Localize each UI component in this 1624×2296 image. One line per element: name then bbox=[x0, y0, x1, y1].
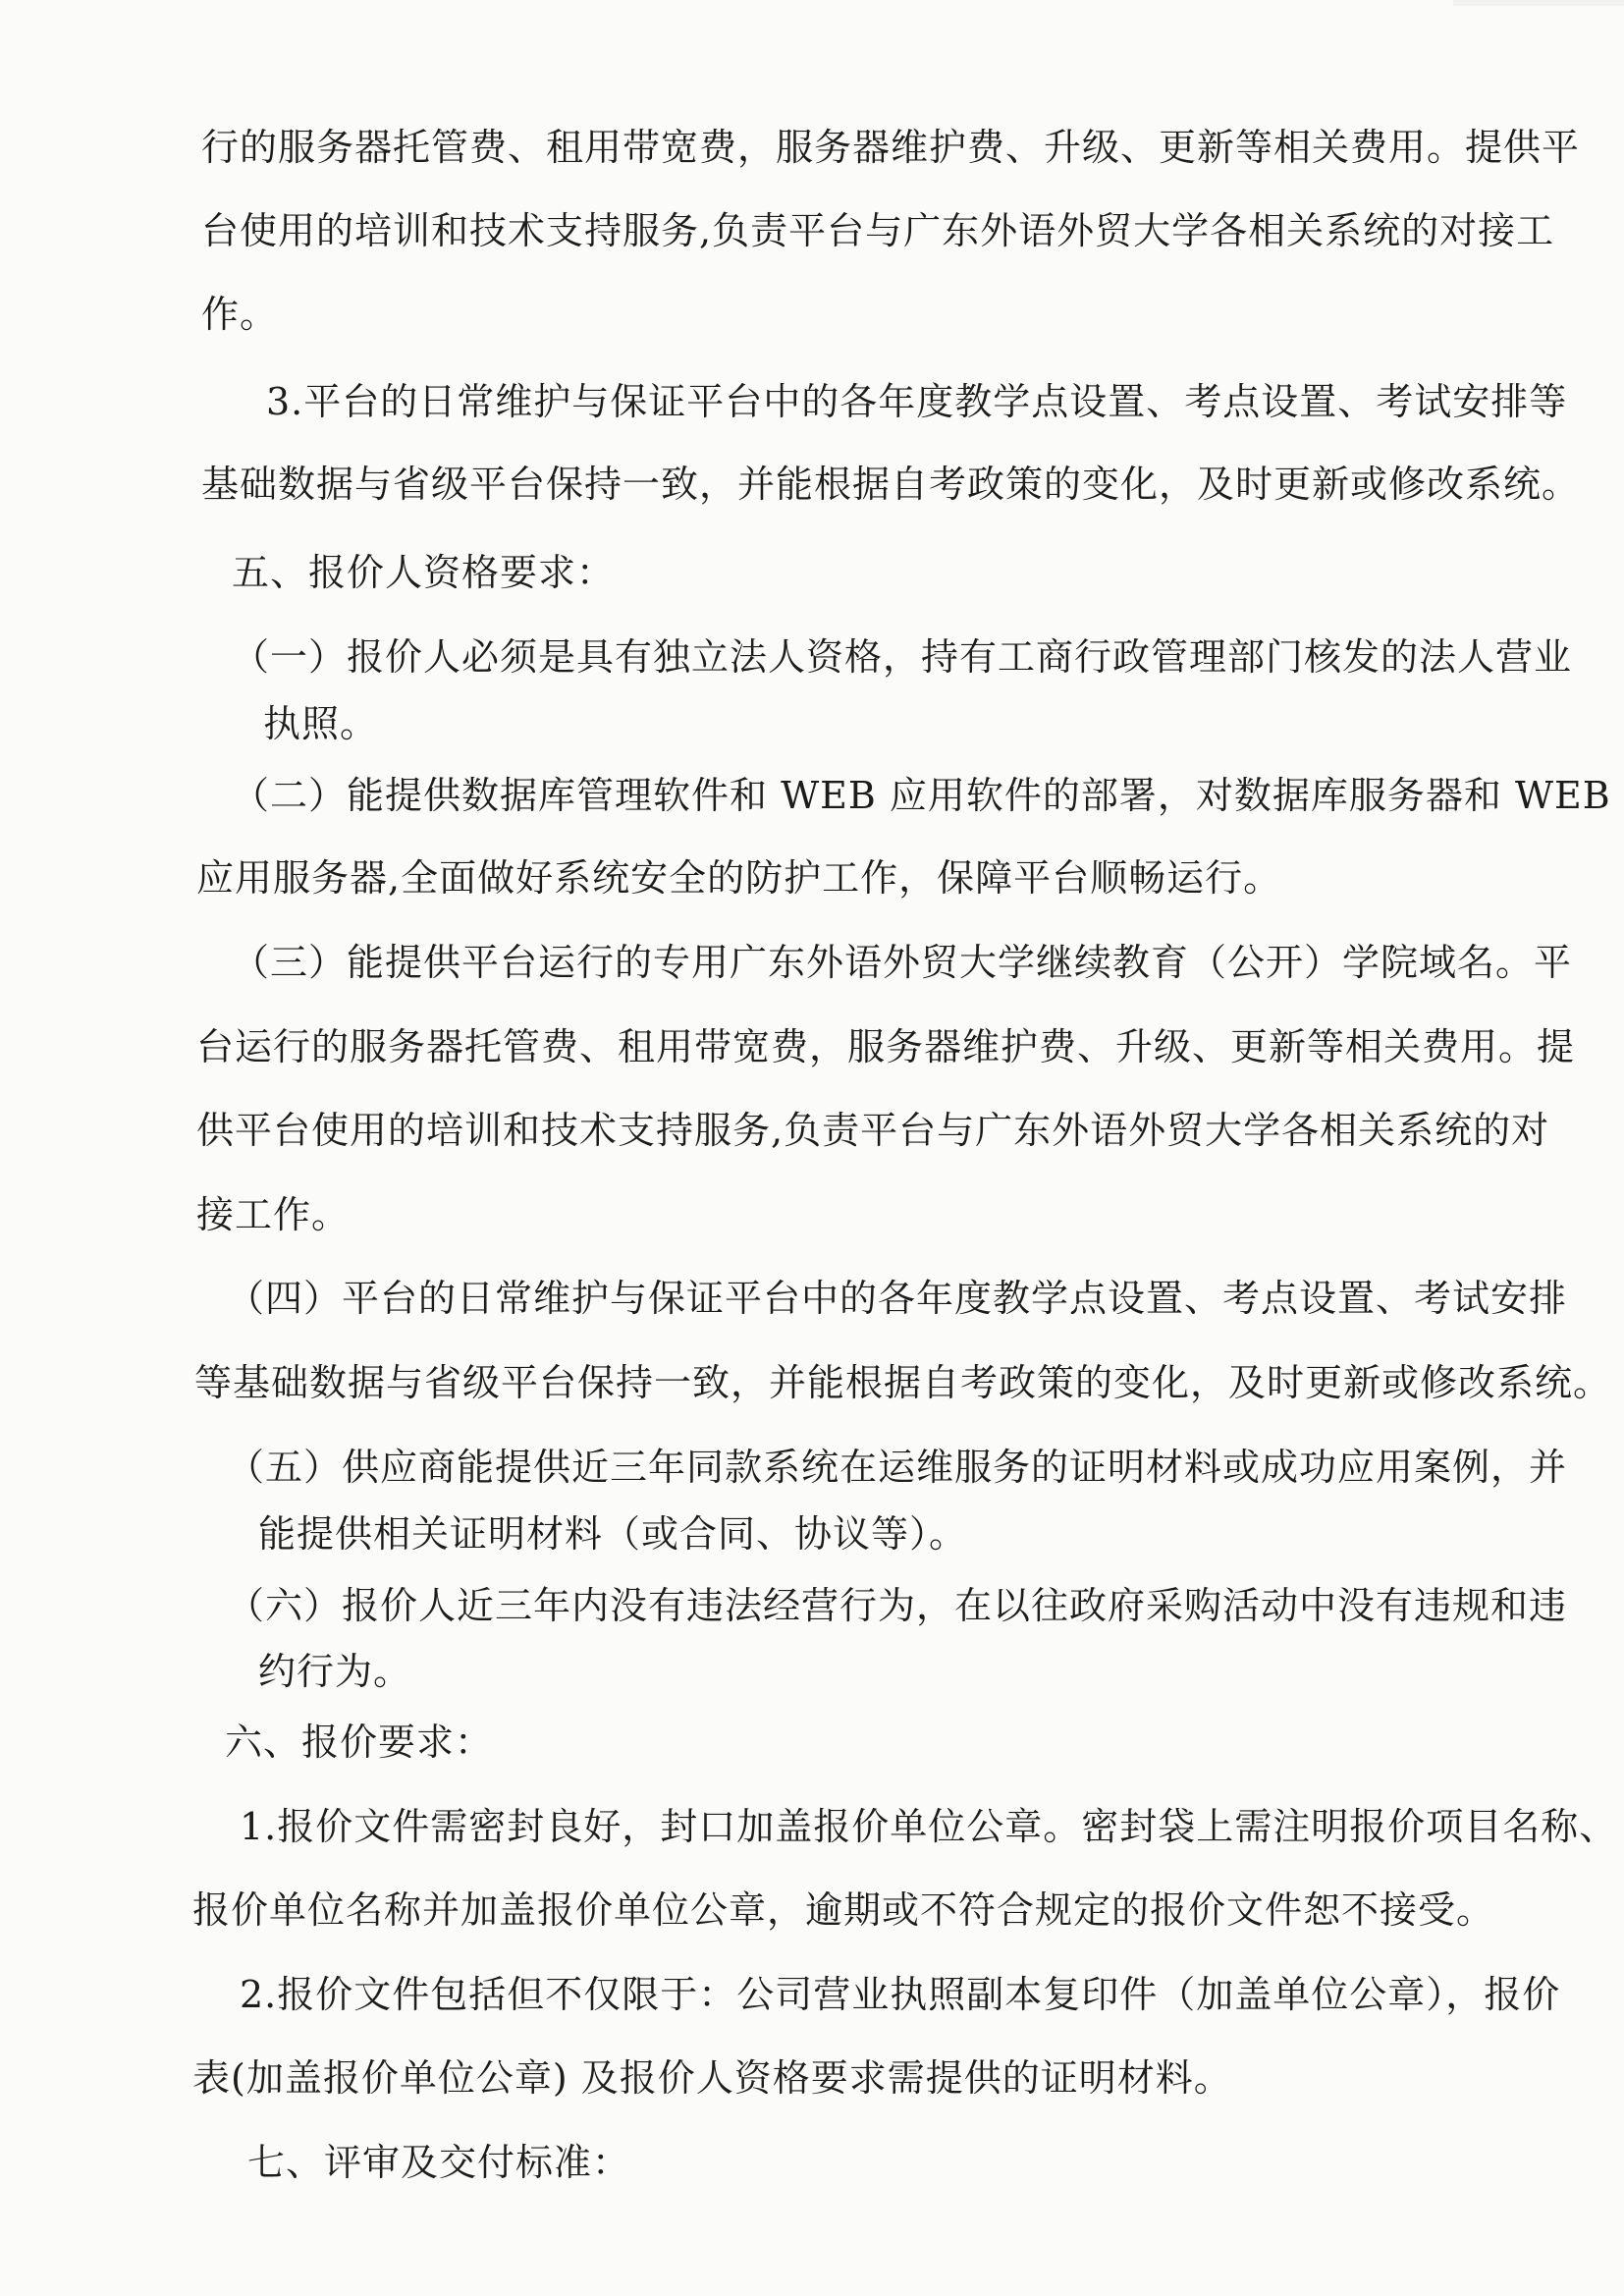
scan-shadow-top bbox=[1453, 0, 1624, 6]
text-line-24: 2.报价文件包括但不仅限于：公司营业执照副本复印件（加盖单位公章），报价 bbox=[240, 1973, 1561, 2016]
section-heading-7: 七、评审及交付标准： bbox=[247, 2141, 631, 2184]
text-line-22: 1.报价文件需密封良好，封口加盖报价单位公章。密封袋上需注明报价项目名称、 bbox=[240, 1805, 1618, 1848]
text-line-10: 应用服务器,全面做好系统安全的防护工作，保障平台顺畅运行。 bbox=[196, 856, 1282, 900]
text-line-15: （四）平台的日常维护与保证平台中的各年度教学点设置、考点设置、考试安排 bbox=[227, 1277, 1568, 1320]
text-line-17: （五）供应商能提供近三年同款系统在运维服务的证明材料或成功应用案例，并 bbox=[227, 1446, 1568, 1489]
text-line-13: 供平台使用的培训和技术支持服务,负责平台与广东外语外贸大学各相关系统的对 bbox=[196, 1109, 1550, 1152]
text-line-7: （一）报价人必须是具有独立法人资格，持有工商行政管理部门核发的法人营业 bbox=[232, 635, 1573, 679]
text-line-14: 接工作。 bbox=[196, 1193, 351, 1236]
text-line-12: 台运行的服务器托管费、租用带宽费，服务器维护费、升级、更新等相关费用。提 bbox=[196, 1025, 1576, 1068]
section-heading-5: 五、报价人资格要求： bbox=[232, 551, 616, 594]
text-line-4: 3.平台的日常维护与保证平台中的各年度教学点设置、考点设置、考试安排等 bbox=[266, 380, 1568, 423]
text-line-11: （三）能提供平台运行的专用广东外语外贸大学继续教育（公开）学院域名。平 bbox=[232, 941, 1573, 984]
text-line-3: 作。 bbox=[201, 293, 279, 336]
text-line-16: 等基础数据与省级平台保持一致，并能根据自考政策的变化，及时更新或修改系统。 bbox=[194, 1361, 1612, 1404]
text-line-19: （六）报价人近三年内没有违法经营行为，在以往政府采购活动中没有违规和违 bbox=[227, 1584, 1568, 1627]
text-line-8: 执照。 bbox=[263, 702, 379, 745]
section-heading-6: 六、报价要求： bbox=[225, 1721, 494, 1764]
text-line-2: 台使用的培训和技术支持服务,负责平台与广东外语外贸大学各相关系统的对接工 bbox=[201, 209, 1555, 252]
text-line-5: 基础数据与省级平台保持一致，并能根据自考政策的变化，及时更新或修改系统。 bbox=[201, 463, 1581, 506]
text-line-23: 报价单位名称并加盖报价单位公章，逾期或不符合规定的报价文件恕不接受。 bbox=[192, 1888, 1495, 1932]
text-line-18: 能提供相关证明材料（或合同、协议等）。 bbox=[258, 1512, 968, 1556]
text-line-9: （二）能提供数据库管理软件和 WEB 应用软件的部署，对数据库服务器和 WEB bbox=[232, 774, 1611, 817]
text-line-20: 约行为。 bbox=[258, 1650, 412, 1693]
text-line-25: 表(加盖报价单位公章) 及报价人资格要求需提供的证明材料。 bbox=[192, 2056, 1232, 2100]
text-line-1: 行的服务器托管费、租用带宽费，服务器维护费、升级、更新等相关费用。提供平 bbox=[201, 126, 1581, 169]
